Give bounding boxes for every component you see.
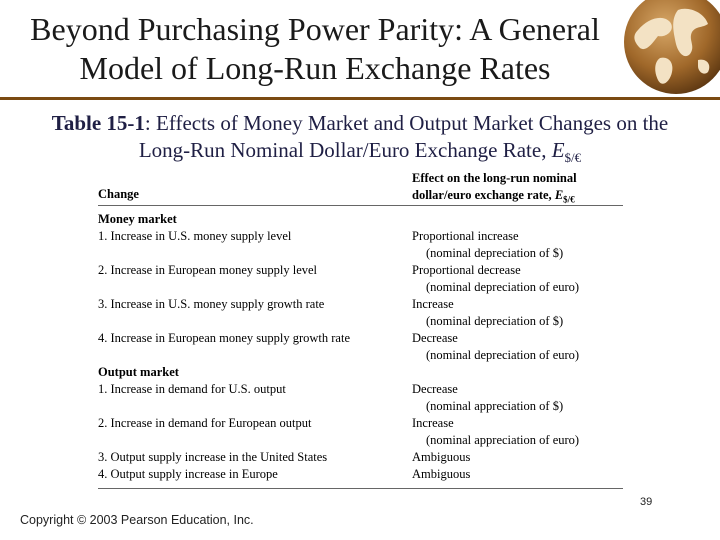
table-row-change: 1. Increase in U.S. money supply level <box>98 229 292 243</box>
exchange-rate-symbol: E <box>551 138 565 162</box>
table-row-change: 4. Output supply increase in Europe <box>98 467 278 481</box>
header-rule <box>98 205 623 206</box>
table-row-effect <box>412 330 623 364</box>
table-row-change: 1. Increase in demand for U.S. output <box>98 382 286 396</box>
table-row-change: 2. Increase in demand for European output <box>98 416 312 430</box>
table-bottom-rule <box>98 488 623 489</box>
table-row-effect <box>412 466 623 483</box>
effect-note: (nominal depreciation of euro) <box>426 280 580 294</box>
effect-note: (nominal depreciation of $) <box>426 246 564 260</box>
table-row-change: 2. Increase in European money supply level <box>98 263 318 277</box>
title-divider <box>0 97 720 100</box>
table-reference: Table 15-1 <box>51 111 145 135</box>
effect-value: Ambiguous <box>412 467 471 481</box>
table-row-effect <box>412 381 623 415</box>
page-number: 39 <box>640 496 653 508</box>
effect-note: (nominal appreciation of $) <box>426 399 564 413</box>
title-line-1: Beyond Purchasing Power Parity: A General <box>30 11 600 47</box>
table-row-effect <box>412 415 623 449</box>
header-effect-line-2: dollar/euro exchange rate, <box>412 188 555 202</box>
effect-value: Decrease <box>412 331 458 345</box>
section-money-market: Money market <box>98 212 177 226</box>
header-effect-line-1: Effect on the long-run nominal <box>412 171 577 185</box>
effect-note: (nominal depreciation of $) <box>426 314 564 328</box>
effect-value: Decrease <box>412 382 458 396</box>
table-row-effect <box>412 262 623 296</box>
table-row-change: 3. Output supply increase in the United States <box>98 450 328 464</box>
effect-value: Ambiguous <box>412 450 471 464</box>
table-row-change: 3. Increase in U.S. money supply growth rate <box>98 297 325 311</box>
header-effect <box>412 170 577 209</box>
header-effect-symbol: E <box>554 188 564 202</box>
effect-value: Proportional decrease <box>412 263 521 277</box>
table-row-change: 4. Increase in European money supply growth rate <box>98 331 351 345</box>
effect-note: (nominal depreciation of euro) <box>426 348 580 362</box>
caption-text-2: Long-Run Nominal Dollar/Euro Exchange Rate, <box>138 138 552 162</box>
header-change: Change <box>98 187 139 201</box>
caption-text-1: : Effects of Money Market and Output Market Changes on the <box>144 111 669 135</box>
exchange-rate-subscript: $/€ <box>564 150 582 166</box>
table-row-effect <box>412 449 623 466</box>
caption-line-2 <box>0 137 720 171</box>
header-effect-subscript: $/€ <box>563 194 575 205</box>
effect-value: Proportional increase <box>412 229 519 243</box>
effect-value: Increase <box>412 297 454 311</box>
caption-line-1 <box>0 110 720 137</box>
slide-title <box>0 10 630 88</box>
effect-note: (nominal appreciation of euro) <box>426 433 580 447</box>
effect-value: Increase <box>412 416 454 430</box>
title-line-2: Model of Long-Run Exchange Rates <box>79 50 551 86</box>
table-caption <box>0 110 720 171</box>
table-row-effect <box>412 296 623 330</box>
copyright-notice: Copyright © 2003 Pearson Education, Inc. <box>20 513 254 527</box>
table-row-effect <box>412 228 623 262</box>
section-output-market: Output market <box>98 365 179 379</box>
globe-icon <box>618 0 720 95</box>
